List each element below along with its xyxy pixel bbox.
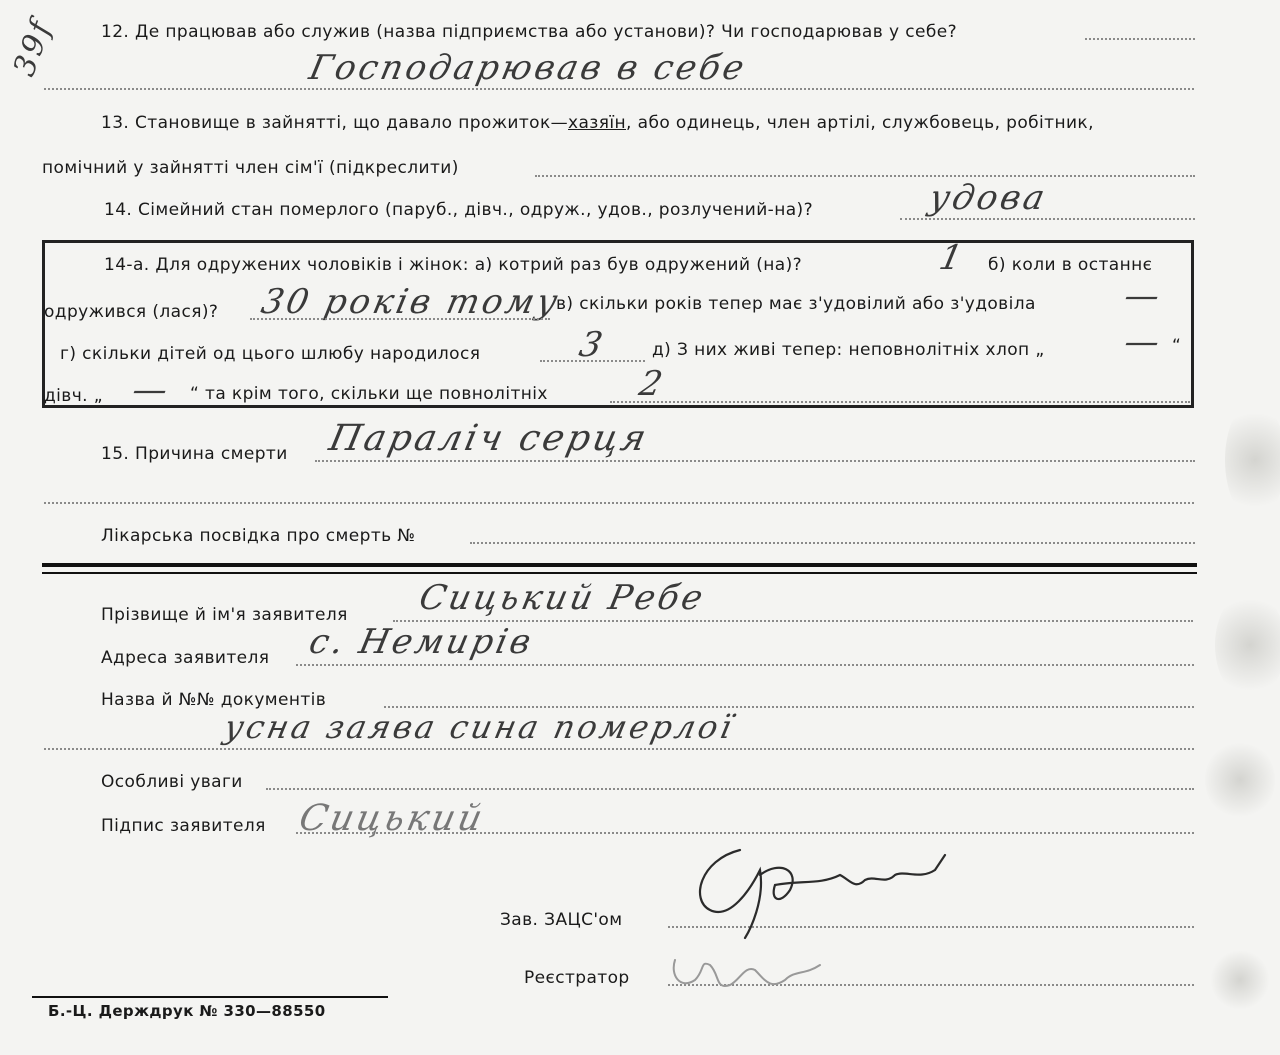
registrar-signature [660,940,840,1010]
paper-damage [1215,590,1280,700]
footer-rule [32,996,388,998]
q14a-line4-a: дівч. „ [44,386,103,406]
applicant-notes-line [266,788,1194,790]
q13-line [535,175,1195,177]
q12-label: 12. Де працював або служив (назва підприємства або установи)? Чи господарював у себе? [101,22,957,42]
separator-thick [42,563,1197,567]
q14a-d-boys: — [1120,322,1167,362]
q13-line1 [101,113,1094,133]
q13-line2: помічний у зайнятті член сім'ї (підкреслити) [42,158,459,178]
q12-answer-line [44,88,1194,90]
applicant-address-line [296,664,1194,666]
q14a-quote-close: “ [1172,336,1182,356]
applicant-notes-label: Особливі уваги [101,772,243,792]
paper-damage [1205,740,1275,820]
applicant-docs-label: Назва й №№ документів [101,690,327,710]
paper-damage [1210,950,1270,1010]
q14a-g-answer: 3 [575,325,609,365]
q14a-line2-b: в) скільки років тепер має з'удовілий або з'удовіла [556,294,1036,314]
q15-answer: Параліч серця [325,418,653,459]
q14a-line3-b: д) З них живі тепер: неповнолітніх хлоп „ [652,340,1045,360]
q14a-line1-b: б) коли в останнє [988,255,1153,275]
footer-imprint: Б.-Ц. Держдрук № 330—88550 [48,1002,326,1020]
q13-text: 13. Становище в зайнятті, що давало прожиток— [101,113,569,133]
medical-line [470,542,1195,544]
q14a-b-line [250,318,550,320]
q14a-line4-b: “ та крім того, скільки ще повнолітніх [190,384,548,404]
applicant-name-label: Прізвище й ім'я заявителя [101,605,348,625]
q15-line-2 [44,502,1194,504]
q13-underlined: хазяїн [568,113,627,133]
applicant-signature-label: Підпис заявителя [101,816,266,836]
applicant-address-value: с. Немирів [305,622,538,662]
q15-line [315,460,1195,462]
applicant-address-label: Адреса заявителя [101,648,270,668]
margin-note: 39f [6,14,60,81]
separator-thin [42,572,1197,574]
applicant-docs-value: усна заява сина померлої [220,708,739,746]
q14a-d-girls: — [128,370,175,410]
q14a-v-answer: — [1120,276,1167,316]
q14-line [900,218,1195,220]
head-label: Зав. ЗАЦС'ом [500,910,623,930]
q15-label: 15. Причина смерти [101,444,288,464]
paper-damage [1225,400,1280,520]
q14a-line2-a: одружився (лася)? [44,302,219,322]
head-signature [680,830,970,940]
q12-answer: Господарював в себе [305,48,751,88]
q14a-line1: 14-а. Для одружених чоловіків і жінок: а) котрий раз був одружений (на)? [104,255,803,275]
q12-line [1085,38,1195,40]
q14a-g-line [540,360,645,362]
q14a-b-answer: 30 років тому [257,282,564,322]
q14-label: 14. Сімейний стан померлого (паруб., дівч., одруж., удов., розлучений-на)? [104,200,813,220]
q14a-line3-a: г) скільки дітей од цього шлюбу народилося [60,344,481,364]
applicant-name-value: Сицький Ребе [415,578,710,618]
q14a-adults-line [610,401,1190,403]
q13-text-rest: , або одинець, член артілі, службовець, робітник, [626,113,1094,133]
applicant-signature-value: Сицький [295,798,489,839]
registrar-label: Реєстратор [524,968,630,988]
medical-label: Лікарська посвідка про смерть № [101,526,416,546]
q14a-adults: 2 [635,364,669,404]
applicant-docs-line-2 [44,748,1194,750]
q14-answer: удова [925,178,1052,218]
q14a-a-answer: 1 [935,238,969,278]
